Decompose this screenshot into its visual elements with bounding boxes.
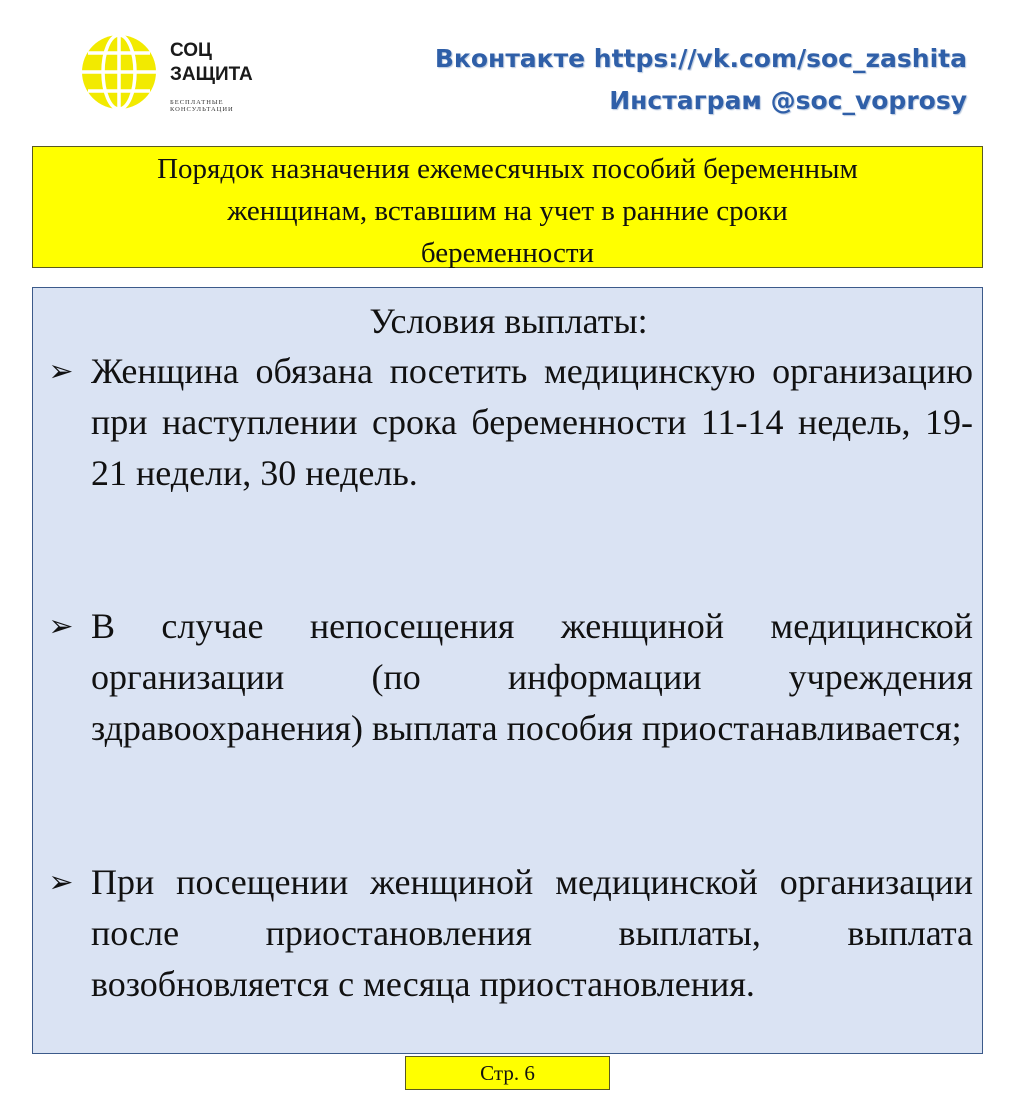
logo-name <box>170 39 253 87</box>
title-line-1: Порядок назначения ежемесячных пособий беременным <box>157 153 858 185</box>
page-number-badge <box>405 1056 610 1090</box>
list-item <box>48 601 973 754</box>
conditions-panel <box>32 287 983 1054</box>
logo-name-line2: ЗАЩИТА <box>170 64 253 85</box>
title-line-3: беременности <box>420 237 595 269</box>
instagram-link[interactable]: Инстаграм @soc_voprosy <box>609 86 967 115</box>
bullet-text: В случае непосещения женщиной медицинской организации (по информации учреждения здравоохранения) выплата пособия приостанавливается; <box>91 606 973 748</box>
page-number: Стр. 6 <box>480 1061 535 1085</box>
arrow-bullet-icon: ➢ <box>48 354 74 389</box>
arrow-bullet-icon: ➢ <box>48 609 74 644</box>
list-item <box>48 857 973 1010</box>
title-banner <box>32 146 983 268</box>
vk-link[interactable]: Вконтакте https://vk.com/soc_zashita <box>434 44 967 73</box>
bullet-text: Женщина обязана посетить медицинскую организацию при наступлении срока беременности 11-14 недель, 19-21 недели, 30 недель. <box>91 351 973 493</box>
list-item <box>48 346 973 499</box>
title-line-2: женщинам, вставшим на учет в ранние сроки <box>227 195 788 227</box>
logo <box>80 33 280 115</box>
arrow-bullet-icon: ➢ <box>48 865 74 900</box>
conditions-heading: Условия выплаты: <box>369 301 648 341</box>
social-links <box>435 38 967 122</box>
logo-name-line1: СОЦ <box>170 40 212 61</box>
bullet-text: При посещении женщиной медицинской организации после приостановления выплаты, выплата возобновляется с месяца приостановления. <box>91 862 973 1004</box>
logo-tagline: БЕСПЛАТНЫЕ КОНСУЛЬТАЦИИ <box>170 99 234 113</box>
globe-icon <box>80 33 158 111</box>
